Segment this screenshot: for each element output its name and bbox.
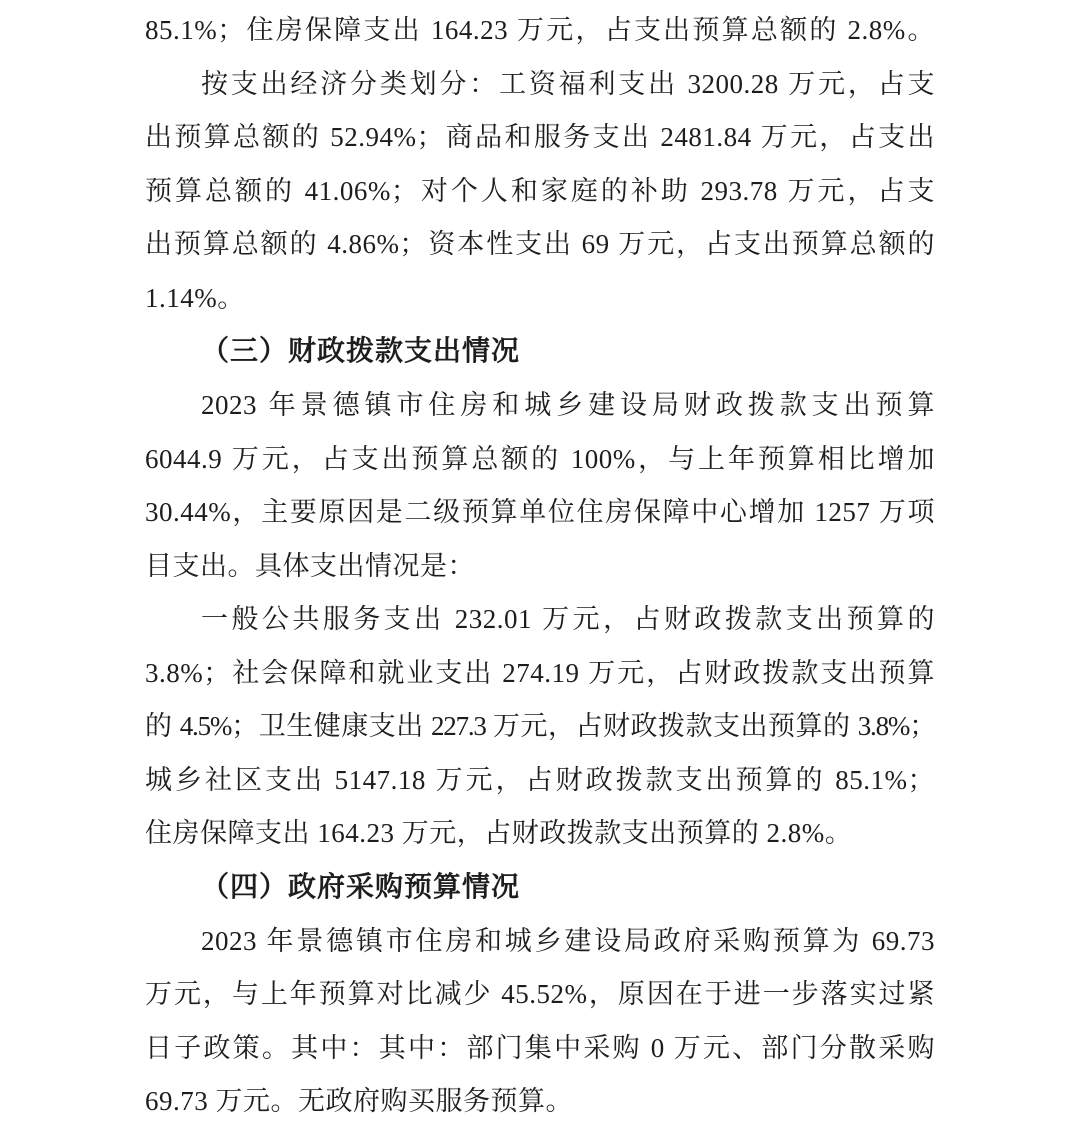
paragraph-line: 目支出。具体支出情况是： xyxy=(145,550,475,581)
paragraph-line: 69.73 万元。无政府购买服务预算。 xyxy=(145,1086,573,1117)
section-heading: （四）政府采购预算情况 xyxy=(201,872,521,903)
paragraph-line: 的 4.5%；卫生健康支出 227.3 万元，占财政拨款支出预算的 3.8%； xyxy=(145,711,935,742)
paragraph-line: 一般公共服务支出 232.01 万元，占财政拨款支出预算的 xyxy=(201,604,935,635)
paragraph-line: 预算总额的 41.06%；对个人和家庭的补助 293.78 万元，占支 xyxy=(145,175,935,206)
paragraph-line: 城乡社区支出 5147.18 万元，占财政拨款支出预算的 85.1%； xyxy=(145,764,935,795)
paragraph-line: 万元，与上年预算对比减少 45.52%，原因在于进一步落实过紧 xyxy=(145,979,935,1010)
paragraph-line: 按支出经济分类划分：工资福利支出 3200.28 万元，占支 xyxy=(201,68,935,99)
paragraph-line: 出预算总额的 4.86%；资本性支出 69 万元，占支出预算总额的 xyxy=(145,229,935,260)
document-text-area xyxy=(145,4,935,1125)
paragraph-line: 住房保障支出 164.23 万元，占财政拨款支出预算的 2.8%。 xyxy=(145,818,853,849)
paragraph-line: 2023 年景德镇市住房和城乡建设局政府采购预算为 69.73 xyxy=(201,925,935,956)
paragraph-line: 85.1%；住房保障支出 164.23 万元，占支出预算总额的 2.8%。 xyxy=(145,15,935,45)
section-heading: （三）财政拨款支出情况 xyxy=(201,336,521,368)
paragraph-line: 1.14%。 xyxy=(145,282,245,313)
paragraph-line: 3.8%；社会保障和就业支出 274.19 万元，占财政拨款支出预算 xyxy=(145,657,935,688)
paragraph-line: 出预算总额的 52.94%；商品和服务支出 2481.84 万元，占支出 xyxy=(145,122,935,153)
paragraph-line: 6044.9 万元，占支出预算总额的 100%，与上年预算相比增加 xyxy=(145,443,935,474)
paragraph-line: 2023 年景德镇市住房和城乡建设局财政拨款支出预算 xyxy=(201,389,935,420)
paragraph-line: 30.44%，主要原因是二级预算单位住房保障中心增加 1257 万项 xyxy=(145,497,935,528)
paragraph-line: 日子政策。其中：其中：部门集中采购 0 万元、部门分散采购 xyxy=(145,1032,935,1063)
